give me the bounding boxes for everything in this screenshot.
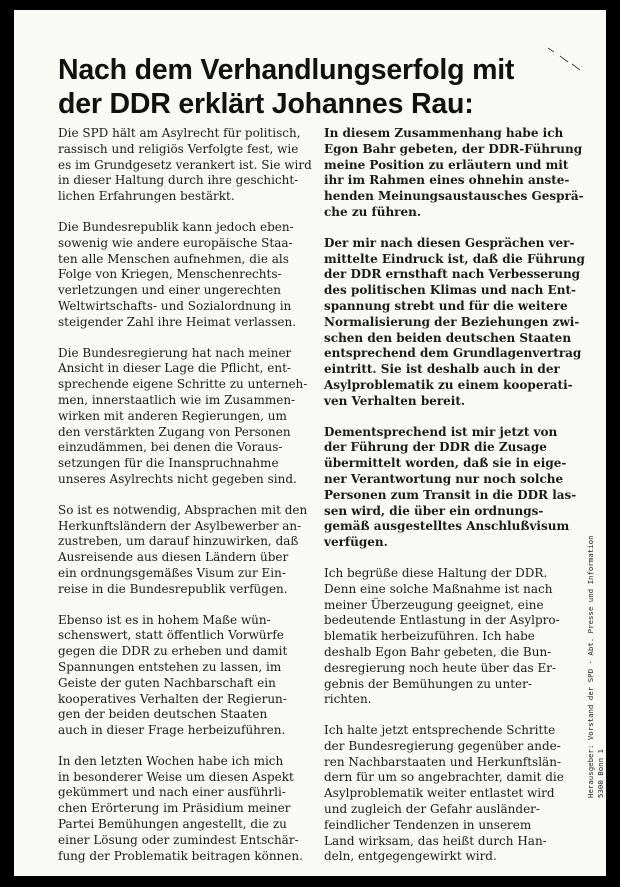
text-line: auch in dieser Frage herbeizuführen. — [58, 723, 286, 738]
text-line: che zu führen. — [324, 204, 422, 219]
text-line: gebnis der Bemühungen zu unter- — [324, 676, 532, 691]
right-column — [324, 126, 585, 876]
text-line: des politischen Klimas und nach Ent- — [324, 283, 576, 298]
text-line: Ansicht in dieser Lage die Pflicht, ent- — [58, 361, 291, 376]
text-line: feindlicher Tendenzen in unserem — [324, 817, 532, 832]
headline — [58, 53, 578, 121]
text-line: sen wird, die über ein ordnungs- — [324, 503, 544, 518]
text-line: der Bundesregierung gegenüber ande- — [324, 738, 561, 753]
text-line: fung der Problematik beitragen können. — [58, 848, 303, 863]
text-line: Dementsprechend ist mir jetzt von — [324, 424, 558, 439]
paragraph — [58, 220, 312, 331]
text-line: deln, entgegengewirkt wird. — [324, 849, 497, 864]
text-line: Asylproblematik weiter entlastet wird — [324, 786, 555, 801]
text-line: Geiste der guten Nachbarschaft ein — [58, 675, 276, 690]
text-line: Die SPD hält am Asylrecht für politisch, — [58, 126, 301, 140]
text-line: gen der beiden deutschen Staaten — [58, 707, 268, 722]
paragraph — [324, 723, 564, 865]
text-line: gemäß ausgestelltes Anschlußvisum — [324, 519, 570, 534]
text-line: bedeutende Entlastung in der Asylpro- — [324, 613, 560, 628]
text-line: Herkunftsländern der Asylbewerber an- — [58, 518, 302, 533]
text-line: Land wirksam, das heißt durch Han- — [324, 833, 547, 848]
text-line: meiner Überzeugung geeignet, eine — [324, 597, 544, 612]
text-line: rassisch und religiös Verfolgte fest, wie — [58, 141, 299, 156]
text-line: ihr im Rahmen eines ohnehin anste- — [324, 173, 570, 188]
text-line: deshalb Egon Bahr gebeten, die Bun- — [324, 644, 552, 659]
text-line: ner Verantwortung nur noch solche — [324, 471, 564, 486]
text-line: und zugleich der Gefahr ausländer- — [324, 802, 540, 817]
text-line: ren Nachbarstaaten und Herkunftslän- — [324, 754, 561, 769]
paragraph — [324, 235, 585, 410]
text-line: zustreben, um darauf hinzuwirken, daß — [58, 534, 299, 549]
paragraph — [324, 424, 577, 551]
text-line: sowenig wie andere europäische Staa- — [58, 235, 293, 250]
text-line: Die Bundesrepublik kann jedoch eben- — [58, 219, 294, 234]
text-line: Der mir nach diesen Gesprächen ver- — [324, 235, 575, 250]
text-line: In den letzten Wochen habe ich mich — [58, 753, 284, 768]
text-line: Ich begrüße diese Haltung der DDR. — [324, 565, 548, 580]
paragraph — [58, 126, 312, 205]
text-line: Spannungen entstehen zu lassen, im — [58, 659, 282, 674]
paragraph — [324, 566, 564, 708]
imprint-line-2: 5300 Bonn 1 — [596, 749, 605, 798]
text-line: gekümmert und nach einer ausführli- — [58, 785, 286, 800]
headline-line-1: Nach dem Verhandlungserfolg mit — [58, 54, 515, 86]
text-line: Denn eine solche Maßnahme ist nach — [324, 581, 553, 596]
text-line: Ich halte jetzt entsprechende Schritte — [324, 723, 556, 738]
paragraph — [58, 613, 312, 739]
paragraph — [58, 346, 312, 488]
text-line: Ausreisende aus diesen Ländern über — [58, 550, 289, 565]
text-line: Die Bundesregierung hat nach meiner — [58, 345, 292, 360]
text-line: ten alle Menschen aufnehmen, die als — [58, 251, 289, 266]
text-line: gegen die DDR zu erheben und damit — [58, 644, 288, 659]
text-line: verfügen. — [324, 535, 388, 550]
text-line: dern für um so angebrachter, damit die — [324, 770, 564, 785]
text-line: steigender Zahl ihre Heimat verlassen. — [58, 314, 297, 329]
text-line: Ebenso ist es in hohem Maße wün- — [58, 612, 271, 627]
text-line: kooperatives Verhalten der Regierun- — [58, 691, 287, 706]
text-line: men, innerstaatlich wie im Zusammen- — [58, 392, 296, 407]
flyer-page — [14, 10, 606, 876]
text-line: wirken mit anderen Regierungen, um — [58, 408, 287, 423]
paragraph — [58, 754, 312, 865]
headline-line-2: der DDR erklärt Johannes Rau: — [58, 88, 474, 120]
text-line: blematik herbeizuführen. Ich habe — [324, 629, 535, 644]
text-line: So ist es notwendig, Absprachen mit den — [58, 502, 308, 517]
text-line: reise in die Bundesrepublik verfügen. — [58, 581, 288, 596]
text-line: in dieser Haltung durch ihre geschicht- — [58, 173, 299, 188]
text-line: einzudämmen, bei denen die Voraus- — [58, 440, 283, 455]
text-line: sprechende eigene Schritte zu unterneh- — [58, 377, 308, 392]
text-line: der DDR ernsthaft nach Verbesserung — [324, 267, 581, 282]
text-line: Egon Bahr gebeten, der DDR-Führung — [324, 141, 583, 156]
publisher-imprint — [586, 535, 606, 798]
text-line: der Führung der DDR die Zusage — [324, 440, 547, 455]
text-line: henden Meinungsaustausches Gesprä- — [324, 189, 584, 204]
text-line: einer Lösung oder zumindest Entschär- — [58, 832, 299, 847]
imprint-line-1: Herausgeber: Vorstand der SPD · Abt. Presse und Information — [586, 535, 595, 798]
text-line: es im Grundgesetz verankert ist. Sie wird — [58, 157, 312, 172]
text-line: ein ordnungsgemäßes Visum zur Ein- — [58, 565, 286, 580]
text-line: spannung strebt und für die weitere — [324, 298, 568, 313]
text-line: richten. — [324, 692, 372, 707]
text-line: ven Verhalten bereit. — [324, 393, 466, 408]
text-line: unseres Asylrechts nicht gegeben sind. — [58, 471, 297, 486]
text-line: in besonderer Weise um diesen Aspekt — [58, 769, 294, 784]
paragraph — [324, 126, 584, 221]
text-line: übermittelt worden, daß sie in eige- — [324, 456, 567, 471]
text-line: lichen Erfahrungen bestärkt. — [58, 189, 235, 204]
text-line: Asylproblematik zu einem kooperati- — [324, 377, 573, 392]
text-line: den verstärkten Zugang von Personen — [58, 424, 291, 439]
text-line: desregierung noch heute über das Er- — [324, 660, 557, 675]
text-line: entsprechend dem Grundlagenvertrag — [324, 346, 582, 361]
text-line: schen den beiden deutschen Staaten — [324, 330, 572, 345]
text-line: In diesem Zusammenhang habe ich — [324, 126, 564, 140]
text-line: Weltwirtschafts- und Sozialordnung in — [58, 298, 292, 313]
paragraph — [58, 503, 312, 598]
text-line: verletzungen und einer ungerechten — [58, 283, 281, 298]
left-column — [58, 126, 312, 876]
text-line: Normalisierung der Beziehungen zwi- — [324, 314, 580, 329]
text-line: eintritt. Sie ist deshalb auch in der — [324, 362, 560, 377]
text-line: chen Erörterung im Präsidium meiner — [58, 801, 291, 816]
text-line: Personen zum Transit in die DDR las- — [324, 487, 577, 502]
text-line: mittelte Eindruck ist, daß die Führung — [324, 251, 585, 266]
text-line: Folge von Kriegen, Menschenrechts- — [58, 267, 282, 282]
text-line: Partei Bemühungen angestellt, die zu — [58, 817, 287, 832]
text-line: setzungen für die Inanspruchnahme — [58, 456, 279, 471]
text-line: meine Position zu erläutern und mit — [324, 157, 569, 172]
text-line: schenswert, statt öffentlich Vorwürfe — [58, 628, 284, 643]
